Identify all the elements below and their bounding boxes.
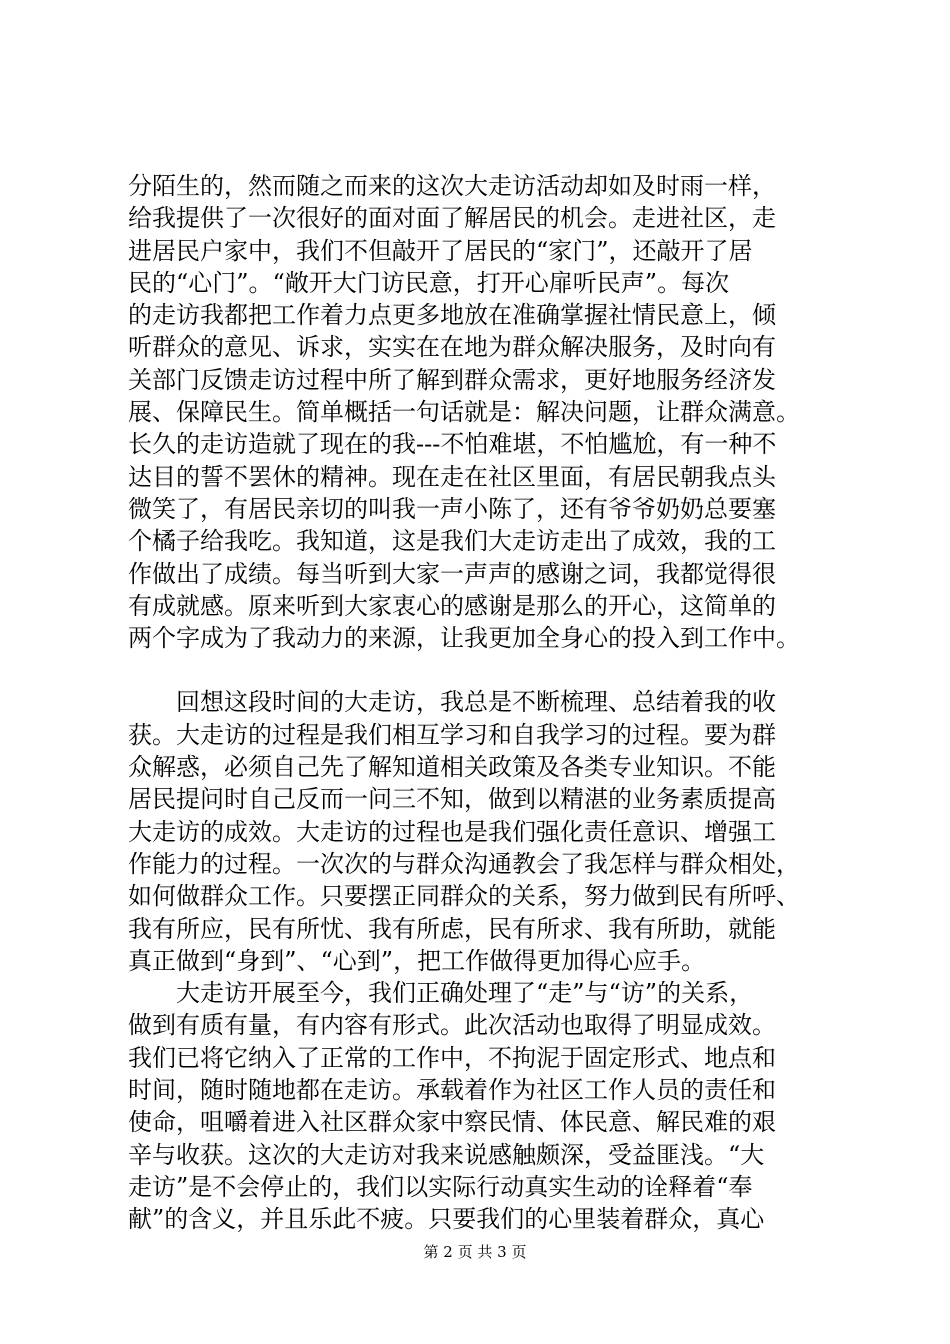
page-footer: 第 2 页 共 3 页 <box>423 1243 527 1261</box>
text-line: 走访”是不会停止的，我们以实际行动真实生动的诠释着“奉 <box>128 1172 753 1201</box>
text-line: 关部门反馈走访过程中所了解到群众需求，更好地服务经济发 <box>128 365 776 394</box>
text-line: 我们已将它纳入了正常的工作中，不拘泥于固定形式、地点和 <box>128 1043 776 1072</box>
text-line: 分陌生的，然而随之而来的这次大走访活动却如及时雨一样， <box>128 172 776 200</box>
text-line: 展、保障民生。简单概括一句话就是：解决问题，让群众满意。 <box>128 398 800 427</box>
text-line: 个橘子给我吃。我知道，这是我们大走访走出了成效，我的工 <box>128 527 776 556</box>
text-line: 时间，随时随地都在走访。承载着作为社区工作人员的责任和 <box>128 1076 776 1105</box>
text-line: 做到有质有量，有内容有形式。此次活动也取得了明显成效。 <box>128 1011 776 1040</box>
text-line: 大走访的成效。大走访的过程也是我们强化责任意识、增强工 <box>128 817 776 846</box>
text-line: 如何做群众工作。只要摆正同群众的关系，努力做到民有所呼、 <box>128 882 800 911</box>
text-line: 作能力的过程。一次次的与群众沟通教会了我怎样与群众相处， <box>128 849 800 878</box>
text-line: 众解惑，必须自己先了解知道相关政策及各类专业知识。不能 <box>128 753 776 782</box>
text-line: 民的“心门”。“敞开大门访民意，打开心扉听民声”。每次 <box>128 268 730 297</box>
paragraph-gap <box>128 654 850 686</box>
text-line: 听群众的意见、诉求，实实在在地为群众解决服务，及时向有 <box>128 333 776 362</box>
paragraph-2 <box>128 686 850 977</box>
text-line: 大走访开展至今，我们正确处理了“走”与“访”的关系， <box>128 979 754 1008</box>
document-body <box>128 170 850 1236</box>
text-line: 有成就感。原来听到大家衷心的感谢是那么的开心，这简单的 <box>128 591 776 620</box>
text-line: 居民提问时自己反而一问三不知，做到以精湛的业务素质提高 <box>128 785 776 814</box>
text-line: 达目的誓不罢休的精神。现在走在社区里面，有居民朝我点头 <box>128 462 776 491</box>
text-line: 给我提供了一次很好的面对面了解居民的机会。走进社区，走 <box>128 204 776 233</box>
text-line: 微笑了，有居民亲切的叫我一声小陈了，还有爷爷奶奶总要塞 <box>128 494 776 523</box>
text-line: 长久的走访造就了现在的我---不怕难堪，不怕尴尬，有一种不 <box>128 430 777 459</box>
text-line: 回想这段时间的大走访，我总是不断梳理、总结着我的收 <box>128 688 776 717</box>
text-line: 获。大走访的过程是我们相互学习和自我学习的过程。要为群 <box>128 720 776 749</box>
paragraph-3 <box>128 977 850 1235</box>
text-line: 献”的含义，并且乐此不疲。只要我们的心里装着群众，真心 <box>128 1205 765 1234</box>
paragraph-1 <box>128 170 850 654</box>
text-line: 辛与收获。这次的大走访对我来说感触颇深，受益匪浅。“大 <box>128 1140 765 1169</box>
text-line: 真正做到“身到”、“心到”，把工作做得更加得心应手。 <box>128 946 706 975</box>
text-line: 使命，咀嚼着进入社区群众家中察民情、体民意、解民难的艰 <box>128 1108 776 1137</box>
text-line: 的走访我都把工作着力点更多地放在准确掌握社情民意上，倾 <box>128 301 776 330</box>
text-line: 两个字成为了我动力的来源，让我更加全身心的投入到工作中。 <box>128 624 800 653</box>
text-line: 我有所应，民有所忧、我有所虑，民有所求、我有所助，就能 <box>128 914 776 943</box>
text-line: 作做出了成绩。每当听到大家一声声的感谢之词，我都觉得很 <box>128 559 776 588</box>
text-line: 进居民户家中，我们不但敲开了居民的“家门”，还敲开了居 <box>128 236 753 265</box>
